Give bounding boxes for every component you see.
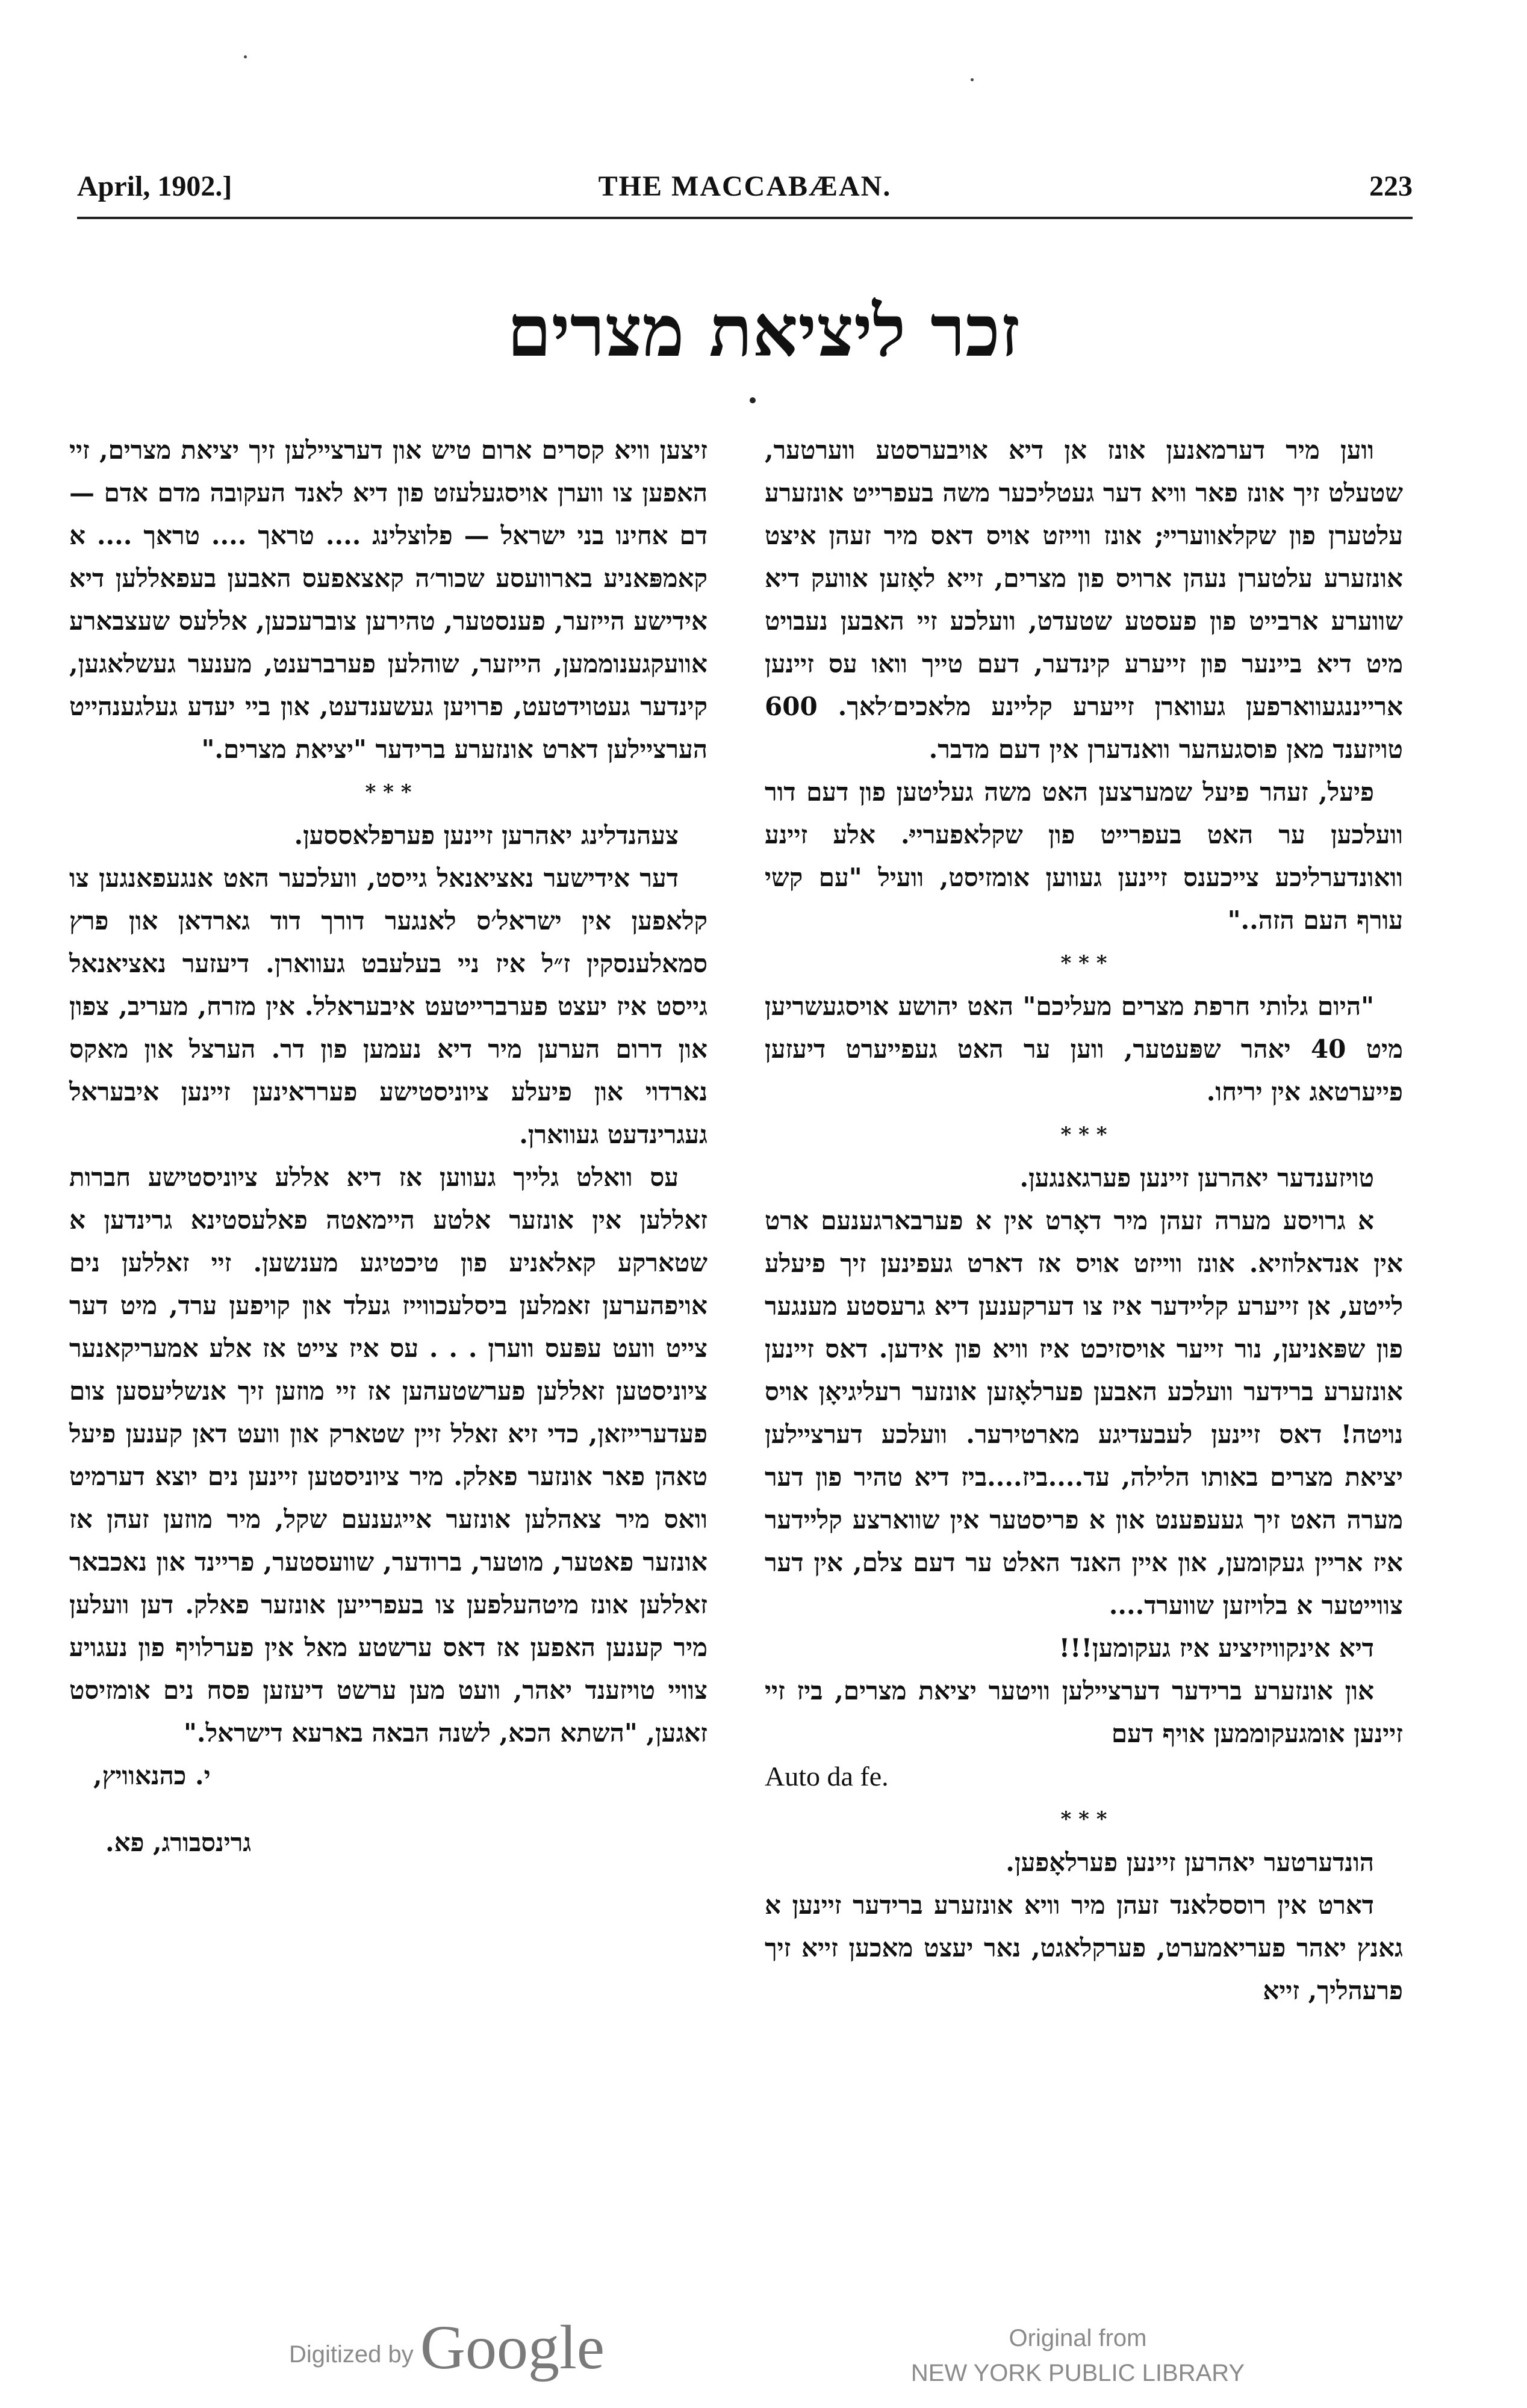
header-journal-title: THE MACCABÆAN.: [598, 170, 892, 202]
header-date: April, 1902.]: [77, 170, 232, 202]
section-separator: * * *: [365, 780, 412, 804]
section-heading: טויזענדער יאהרען זיינען פערגאנגען.: [1019, 1163, 1374, 1193]
right-column: [765, 429, 1403, 2012]
paragraph: זיצען וויא קסרים ארום טיש און דערציילען זיך יציאת מצרים, זיי האפען צו ווערן אויסגעלעזט פון דיא לאנד העקובה מדם אדם — דם אחינו בני ישראל — פלוצלינג .... טראך .... טראך .... א קאמפּאניע בארוועסע שכור׳ה קאצאפעס האבען בעפאללען דיא אידישע הייזער, פענסטער, טהירען צוברעכען, אללעס שעצבארע אוועקגענוממען, הייזער, שוהלען פערברענט, מענער געשלאגען, קינדער געטוידטעט, פרויען געשענדעט, און ביי יעדע געלגענהייט הערציילען דארט אונזערע ברידער "יציאת מצרים.": [69, 435, 708, 764]
paragraph: "היום גלותי חרפת מצרים מעליכם" האט יהושע אויסגעשריען מיט 40 יאהר שפּעטער, ווען ער האט געפייערט דיעזען פייערטאג אין יריחו.: [765, 991, 1403, 1106]
paragraph: דער אידישער נאציאנאל גייסט, וועלכער האט אנגעפאנגען צו קלאפען אין ישראל׳ס לאנגער דורך דוד גארדאן און פרץ סמאלענסקין ז״ל איז ניי בעלעבט געווארן. דיעזער נאציאנאל גייסט איז יעצט פערברייטעט איבעראלל. אין מזרח, מעריב, צפון און דרום הערען מיר דיא נעמען פון דר. הערצל און מאקס נארדוי און פיעלע ציוניסטישע פערראינען זיינען איבעראל געגרינדעט געווארן.: [69, 863, 708, 1149]
section-heading: צעהנדלינג יאהרען זיינען פערפלאססען.: [294, 821, 679, 850]
speck: [971, 78, 974, 81]
speck: [244, 55, 247, 58]
author-signature: י. כהנאוויץ,: [93, 1761, 211, 1790]
header-page-number: 223: [1369, 170, 1413, 202]
section-separator: * * *: [1060, 951, 1107, 975]
paragraph: פיעל, זעהר פיעל שמערצען האט משה געליטען פון דעם דור וועלכען ער האט בעפרייט פון שקלאפערייּ. אלע זיינע וואונדערליכע צייכענס זיינען געווען אומזיסט, וועיל "עם קשי עורף העם הזה..": [765, 777, 1403, 935]
paragraph: דארט אין רוססלאנד זעהן מיר וויא אונזערע ברידער זיינען א גאנץ יאהר פעריאמערט, פערקלאגט, נאר יעצט מאכען זייא זיך פרעהליך, זייא: [765, 1890, 1403, 2005]
library-name: NEW YORK PUBLIC LIBRARY: [910, 2360, 1245, 2386]
paragraph: דיא אינקוויזיציע איז געקומען!!!: [1059, 1633, 1374, 1663]
title-ornament: [750, 397, 756, 403]
paragraph: ווען מיר דערמאנען אונז אן דיא אויבערסטע ווערטער, שטעלט זיך אונז פאר וויא דער געטליכער משה בעפרייט אונזערע עלטערן פון שקלאווערייּ; אונז ווייזט אויס דאס מיר זעהן איצט אונזערע עלטערן נעהן ארויס פון מצרים, זייא לאָזען אוועק דיא שווערע ארבייט פון פעסטע שטעדט, וועלכע זיי האבען נעבויט מיט דיא ביינער פון זייערע קינדער, דעם טייך וואו עס זיינען ארייננגעווארפען געווארן זייערע קליינע מלאכים׳לאך. 600 טויזענד מאן פוסגעהער וואנדערן אין דעם מדבר.: [765, 435, 1403, 764]
digitized-by-label: Digitized by: [289, 2341, 414, 2368]
paragraph: און אונזערע ברידער דערציילען וויטער יציאת מצרים, ביז זיי זיינען אומגעקוממען אויף דעם: [765, 1676, 1403, 1748]
section-separator: * * *: [1060, 1123, 1107, 1147]
original-from-label: Original from: [1009, 2325, 1147, 2351]
digitized-by-notice: [289, 2312, 605, 2383]
latin-phrase: Auto da fe.: [765, 1761, 889, 1792]
left-column: [69, 429, 708, 1864]
section-heading: הונדערטער יאהרען זיינען פערלאָפען.: [1006, 1848, 1374, 1877]
author-place: גרינסבורג, פא.: [105, 1828, 252, 1857]
article-title: זכר ליציאת מצרים: [507, 289, 1020, 373]
paragraph: עס וואלט גלייך געווען אז דיא אללע ציוניסטישע חברות זאללען אין אונזער אלטע היימאטה פאלעסטינא גרינדען א שטארקע קאלאניע פון טיכטיגע מענשען. זיי זאללען נים אויפהערען זאמלען ביסלעכווייז געלד און קויפען ערד, מיט דער צייט וועט עפּעס ווערן . . . עס איז צייט אז אלע אמעריקאנער ציוניסטען זאללען פערשטעהען אז זיי מוזען זיך אנשליעסען צום פעדערייזאן, כדי זיא זאלל זיין שטארק און וועט דאן קענען פיעל טאהן פאר אונזער פאלק. מיר ציוניסטען זיינען נים יוצא דערמיט וואס מיר צאהלען אונזער אייגענעם שקל, מיר מוזען זעהן אז אונזער פאטער, מוטער, ברודער, שוועסטער, פריינד און נאכבאר זאללען אונז מיטהעלפען צו בעפרייען אונזער פאלק. דען וועלען מיר קענען האפען אז דאס ערשטע מאל אין פערלויף פון נעגויע צוויי טויזענד יאהר, וועט מען ערשט דיעזען פסח נים אומזיסט זאגען, "השתא הכא, לשנה הבאה בארעא דישראל.": [69, 1162, 708, 1748]
running-header: [77, 170, 1413, 212]
header-rule: [77, 217, 1413, 219]
section-separator: * * *: [1060, 1807, 1107, 1831]
library-notice: [885, 2321, 1270, 2391]
google-logo: Google: [420, 2313, 605, 2382]
paragraph: א גרויסע מערה זעהן מיר דאָרט אין א פערבארגענעם ארט אין אנדאלוזיא. אונז ווייזט אויס אז דארט געפינען זיך פיעלע לייטע, אן זייערע קליידער איז צו דערקענען דיא גרעסטע מענגער פון שפּאניען, נור זייער אויסזיכט איז וויא פון אידען. דאס זיינען אונזערע ברידער וועלכע האבען פערלאָזען אונזער רעליגיאָן אויס נויטה! דאס זיינען לעבעדיגע מארטירער. וועלכע דערציילען יציאת מצרים באותו הלילה, עד....ביז....ביז דיא טהיר פון דער מערה האט זיך געעפענט און א פריסטער אין שווארצע קליידער איז אריין געקומען, און איין האנד האלט ער דעם צלם, אין דער צווייטער א בלויזען שווערד....: [765, 1206, 1403, 1620]
